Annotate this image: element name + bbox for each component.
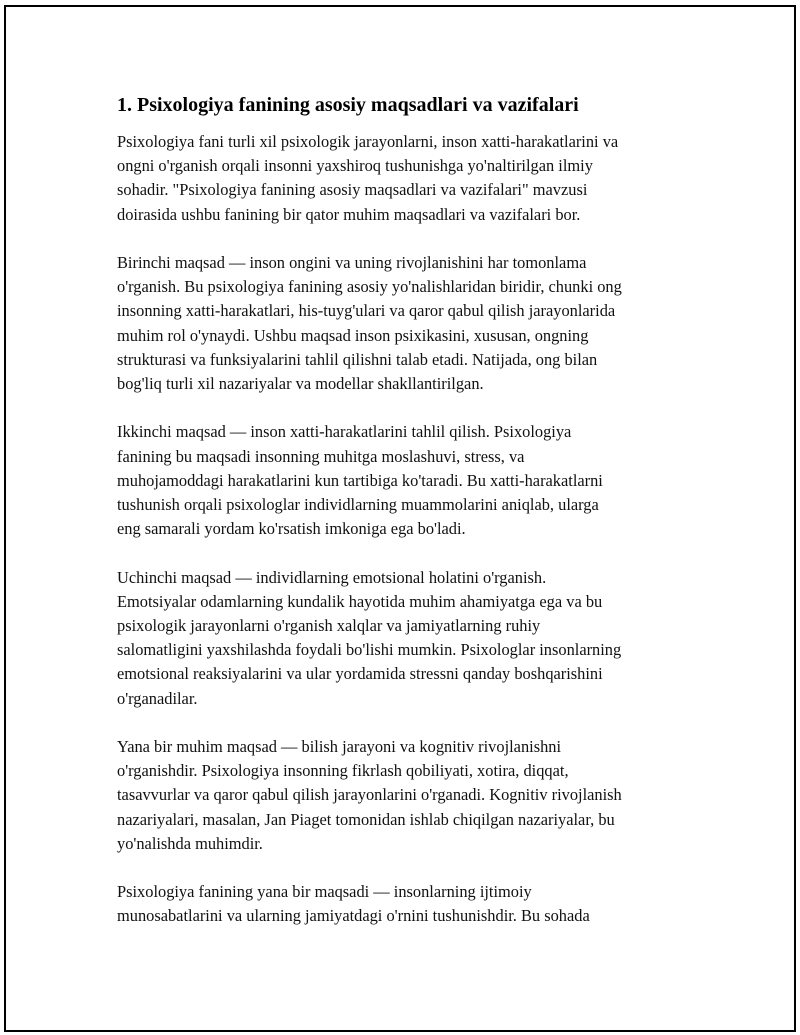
text-line: yo'nalishda muhimdir.: [117, 833, 263, 853]
text-line: muhim rol o'ynaydi. Ushbu maqsad inson psixikasini, xususan, ongning: [117, 325, 589, 345]
section-heading: 1. Psixologiya fanining asosiy maqsadlari va vazifalari: [117, 94, 579, 116]
text-line: psixologik jarayonlarni o'rganish xalqlar va jamiyatlarning ruhiy: [117, 616, 541, 636]
text-line: fanining bu maqsadi insonning muhitga moslashuvi, stress, va: [117, 446, 525, 466]
paragraph: [117, 420, 697, 541]
text-line: Psixologiya fani turli xil psixologik jarayonlarni, inson xatti-harakatlarini va: [117, 132, 619, 151]
text-line: Uchinchi maqsad — individlarning emotsional holatini o'rganish.: [117, 567, 547, 587]
paragraphs-container: [117, 130, 697, 929]
text-line: nazariyalari, masalan, Jan Piaget tomonidan ishlab chiqilgan nazariyalar, bu: [117, 809, 615, 829]
text-line: tushunish orqali psixologlar individlarning muammolarini aniqlab, ularga: [117, 495, 599, 515]
text-line: bog'liq turli xil nazariyalar va modellar shakllantirilgan.: [117, 374, 484, 394]
text-line: sohadir. "Psixologiya fanining asosiy maqsadlari va vazifalari" mavzusi: [117, 180, 588, 200]
paragraph: [117, 735, 697, 856]
text-line: Yana bir muhim maqsad — bilish jarayoni va kognitiv rivojlanishni: [117, 737, 562, 757]
paragraph: [117, 566, 697, 711]
text-line: o'rganadilar.: [117, 688, 198, 708]
text-line: ongni o'rganish orqali insonni yaxshiroq tushunishga yo'naltirilgan ilmiy: [117, 156, 593, 176]
text-line: o'rganish. Bu psixologiya fanining asosiy yo'nalishlaridan biridir, chunki ong: [117, 277, 622, 297]
document-body: [117, 92, 697, 953]
text-line: doirasida ushbu fanining bir qator muhim maqsadlari va vazifalari bor.: [117, 204, 581, 224]
text-line: eng samarali yordam ko'rsatish imkoniga ega bo'ladi.: [117, 519, 466, 539]
text-line: Psixologiya fanining yana bir maqsadi — insonlarning ijtimoiy: [117, 882, 532, 902]
text-line: salomatligini yaxshilashda foydali bo'lishi mumkin. Psixologlar insonlarning: [117, 640, 622, 660]
paragraph: [117, 251, 697, 396]
text-line: tasavvurlar va qaror qabul qilish jarayonlarini o'rganadi. Kognitiv rivojlanish: [117, 785, 622, 805]
text-line: Ikkinchi maqsad — inson xatti-harakatlarini tahlil qilish. Psixologiya: [117, 422, 572, 442]
text-line: emotsional reaksiyalarini va ular yordamida stressni qanday boshqarishini: [117, 664, 603, 684]
text-line: Emotsiyalar odamlarning kundalik hayotida muhim ahamiyatga ega va bu: [117, 591, 603, 611]
text-line: o'rganishdir. Psixologiya insonning fikrlash qobiliyati, xotira, diqqat,: [117, 761, 569, 781]
text-line: strukturasi va funksiyalarini tahlil qilishni talab etadi. Natijada, ong bilan: [117, 349, 598, 369]
paragraph: [117, 880, 697, 928]
paragraph: [117, 130, 697, 227]
text-line: muhojamoddagi harakatlarini kun tartibiga ko'taradi. Bu xatti-harakatlarni: [117, 470, 603, 490]
text-line: munosabatlarini va ularning jamiyatdagi o'rnini tushunishdir. Bu sohada: [117, 906, 590, 926]
text-line: insonning xatti-harakatlari, his-tuyg'ulari va qaror qabul qilish jarayonlarida: [117, 301, 616, 321]
text-line: Birinchi maqsad — inson ongini va uning rivojlanishini har tomonlama: [117, 253, 587, 272]
